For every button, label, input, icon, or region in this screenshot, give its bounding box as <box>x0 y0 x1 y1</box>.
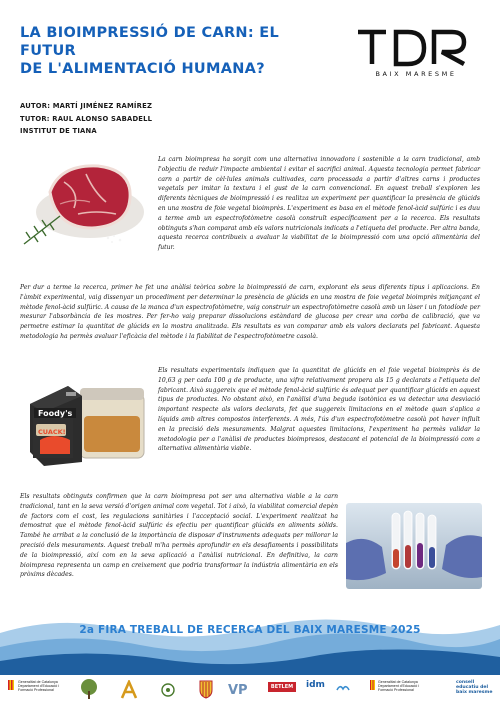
sponsor-generalitat-2: Generalitat de Catalunya Departament d'Educació i Formació Professional <box>378 680 420 693</box>
svg-text:VP: VP <box>228 683 248 698</box>
method-paragraph: Per dur a terme la recerca, primer he fet una anàlisi teòrica sobre la bioimpressió de carn, explorant els seus diferents tipus i aplicacions. En l'àmbit experimental, vaig dissenyar un procediment per determinar la presència de glúcids en una mostra de foie vegetal bioimprès mitjançant el mètode fenol-àcid sulfúric. A causa de la manca d'un espectrofotòmetre, vaig construir un espectrofotòmetre casolà amb un làser i un fotodíode per mesurar l'absorbància de les mostres. Per fer-ho vaig preparar dissolucions estàndard de glucosa per crear una corba de calibració, que va permetre estimar la quantitat de glúcids en la mostra analitzada. Els resultats es van comparar amb els valors declarats pel fabricant. Aquesta metodologia ha permès avaluar l'eficàcia del mètode i la fiabilitat de l'espectrofotòmetre casolà. <box>20 284 480 340</box>
author-line: AUTOR: MARTÍ JIMÉNEZ RAMÍREZ <box>20 102 153 110</box>
product-brand: Foody's <box>38 409 73 418</box>
vp-logo <box>228 680 252 698</box>
idm-logo: idm <box>306 680 325 690</box>
generalitat-logo-2 <box>370 680 375 690</box>
logo-subtitle: BAIX MARESME <box>375 70 457 78</box>
authors-block <box>20 100 152 138</box>
school-line: INSTITUT DE TIANA <box>20 127 97 135</box>
betlem-logo: BETLEM <box>268 682 296 692</box>
a-logo <box>120 680 138 700</box>
product-image <box>24 366 149 470</box>
generalitat-logo <box>8 680 14 690</box>
tree-logo <box>78 678 100 700</box>
title-line-1: LA BIOIMPRESSIÓ DE CARN: EL FUTUR <box>20 25 280 59</box>
poster-title <box>20 24 340 78</box>
steak-image <box>20 152 148 250</box>
seagull-logo <box>336 682 350 694</box>
tutor-line: TUTOR: RAUL ALONSO SABADELL <box>20 114 153 123</box>
product-tagline: CUACK! <box>38 428 66 436</box>
conclusions-paragraph: Els resultats obtinguts confirmen que la carn bioimpresa pot ser una alternativa viable a la carn tradicional, tant en la seva versió d'origen animal com vegetal. Tot i això, la viabilitat comercial depèn de factors com el cost, les regulacions sanitàries i l'acceptació social. L'experiment realitzat ha demostrat que el mètode fenol-àcid sulfúric és efectiu per quantificar glúcids en aliments sòlids. També he arribat a la conclusió de la importància de disposar d'instruments adequats per millorar la precisió dels mesuraments. Aquest treball m'ha permès aprofundir en els desafiaments i possibilitats de la bioimpressió, així com en la seva aplicació a l'anàlisi nutricional. En definitiva, la carn bioimpresa representa un camp en creixement que podria transformar la indústria alimentària en els pròxims dècades. <box>20 493 338 579</box>
intro-paragraph: La carn bioimpresa ha sorgit com una alternativa innovadora i sostenible a la carn tradicional, amb l'objectiu de reduir l'impacte ambiental i evitar el sacrifici animal. Aquesta tecnologia permet fabricar carn a partir de cèl·lules animals cultivades, carn processada a partir d'altres carns i productes vegetals per imitar la textura i el gust de la carn convencional. En aquest treball s'exploren les diferents tècniques de bioimpressió i es realitza un experiment per quantificar la presència de glúcids en una mostra de foie vegetal bioimprès. L'experiment es basa en el mètode fenol-àcid sulfúric i es duu a terme amb un espectrofotòmetre casolà construït específicament per a la recerca. Els resultats obtinguts s'han comparat amb els valors nutricionals indicats a l'etiqueta del producte. Per altra banda, aquesta recerca contribueix a avaluar la viabilitat de la bioimpressió com una opció alimentària del futur. <box>158 156 480 252</box>
results-paragraph: Els resultats experimentals indiquen que la quantitat de glúcids en el foie vegetal bioimprès és de 10,63 g per cada 100 g de producte, una xifra relativament propera als 15 g declarats a l'etiqueta del fabricant. Això suggereix que el mètode fenol-àcid sulfúric és adequat per quantificar glúcids en aquest tipus de productes. No obstant això, en l'anàlisi d'una beguda isotònica es va detectar una desviació important respecte als valors declarats, fet que suggereix limitacions en el mètode quan s'aplica a líquids amb altres compostos interferents. A més, l'ús d'un espectrofotòmetre casolà pot haver influït en la precisió dels mesuraments. Malgrat aquestes limitacions, l'experiment ha permès validar la metodologia per a l'anàlisi de productes bioimpresos, destacant el potencial de la bioimpressió com a alternativa alimentària viable. <box>158 367 480 453</box>
test-tubes-image <box>346 503 482 589</box>
shield-logo <box>198 679 214 699</box>
vine-logo <box>160 682 176 698</box>
sponsor-generalitat-1: Generalitat de Catalunya Departament d'Educació i Formació Professional <box>18 680 60 693</box>
title-line-2: DE L'ALIMENTACIÓ HUMANA? <box>20 61 265 77</box>
sponsor-logos <box>0 676 500 708</box>
event-title: 2a FIRA TREBALL DE RECERCA DEL BAIX MARESME 2025 <box>79 624 421 636</box>
consell-educatiu-logo: consell educatiu del baix maresme <box>456 680 493 696</box>
